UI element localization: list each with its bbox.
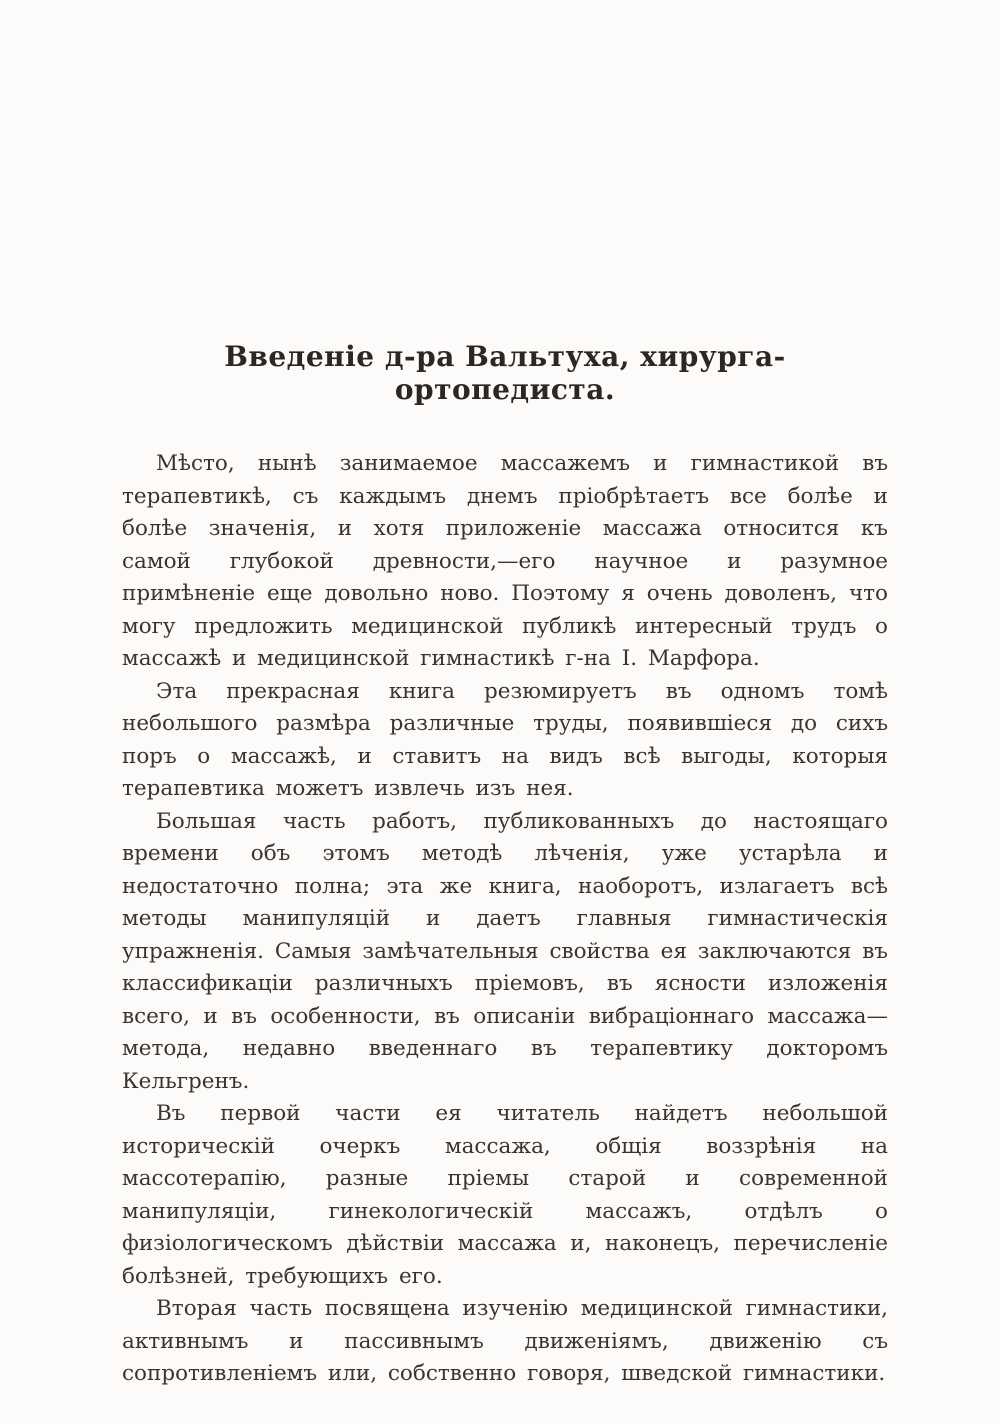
- paragraph-3: Большая часть работъ, публикованныхъ до настоящаго времени объ этомъ методѣ лѣченія, уже устарѣла и недостаточно полна; эта же книга, наоборотъ, излагаетъ всѣ методы манипуляцій и даетъ главныя гимнастическія упражненія. Самыя замѣчательныя свойства ея заключаются въ классификаціи различныхъ пріемовъ, въ ясности изложенія всего, и въ особенности, въ описаніи вибраціоннаго массажа—метода, недавно введеннаго въ терапевтику докторомъ Кельгренъ.: [122, 808, 888, 1094]
- page-title: Введеніе д-ра Вальтуха, хирурга-ортопедиста.: [224, 340, 786, 406]
- paragraph-5: Вторая часть посвящена изученію медицинской гимнастики, активнымъ и пассивнымъ движеніямъ, движенію съ сопротивленіемъ или, собственно говоря, шведской гимнастики.: [122, 1296, 888, 1386]
- paragraph-4: Въ первой части ея читатель найдетъ небольшой историческій очеркъ массажа, общія воззрѣнія на массотерапію, разные пріемы старой и современной манипуляціи, гинекологическій массажъ, отдѣлъ о физіологическомъ дѣйствіи массажа и, наконецъ, перечисленіе болѣзней, требующихъ его.: [122, 1101, 888, 1289]
- paragraph-1: Мѣсто, нынѣ занимаемое массажемъ и гимнастикой въ терапевтикѣ, съ каждымъ днемъ пріобрѣтаетъ все болѣе и болѣе значенія, и хотя приложеніе массажа относится къ самой глубокой древности,—его научное и разумное примѣненіе еще довольно ново. Поэтому я очень доволенъ, что могу предложить медицинской публикѣ интересный трудъ о массажѣ и медицинской гимнастикѣ г-на I. Марфора.: [122, 451, 888, 671]
- body-text: [122, 448, 888, 1391]
- paragraph-2: Эта прекрасная книга резюмируетъ въ одномъ томѣ небольшого размѣра различные труды, появившіеся до сихъ поръ о массажѣ, и ставитъ на видъ всѣ выгоды, которыя терапевтика можетъ извлечь изъ нея.: [122, 678, 888, 801]
